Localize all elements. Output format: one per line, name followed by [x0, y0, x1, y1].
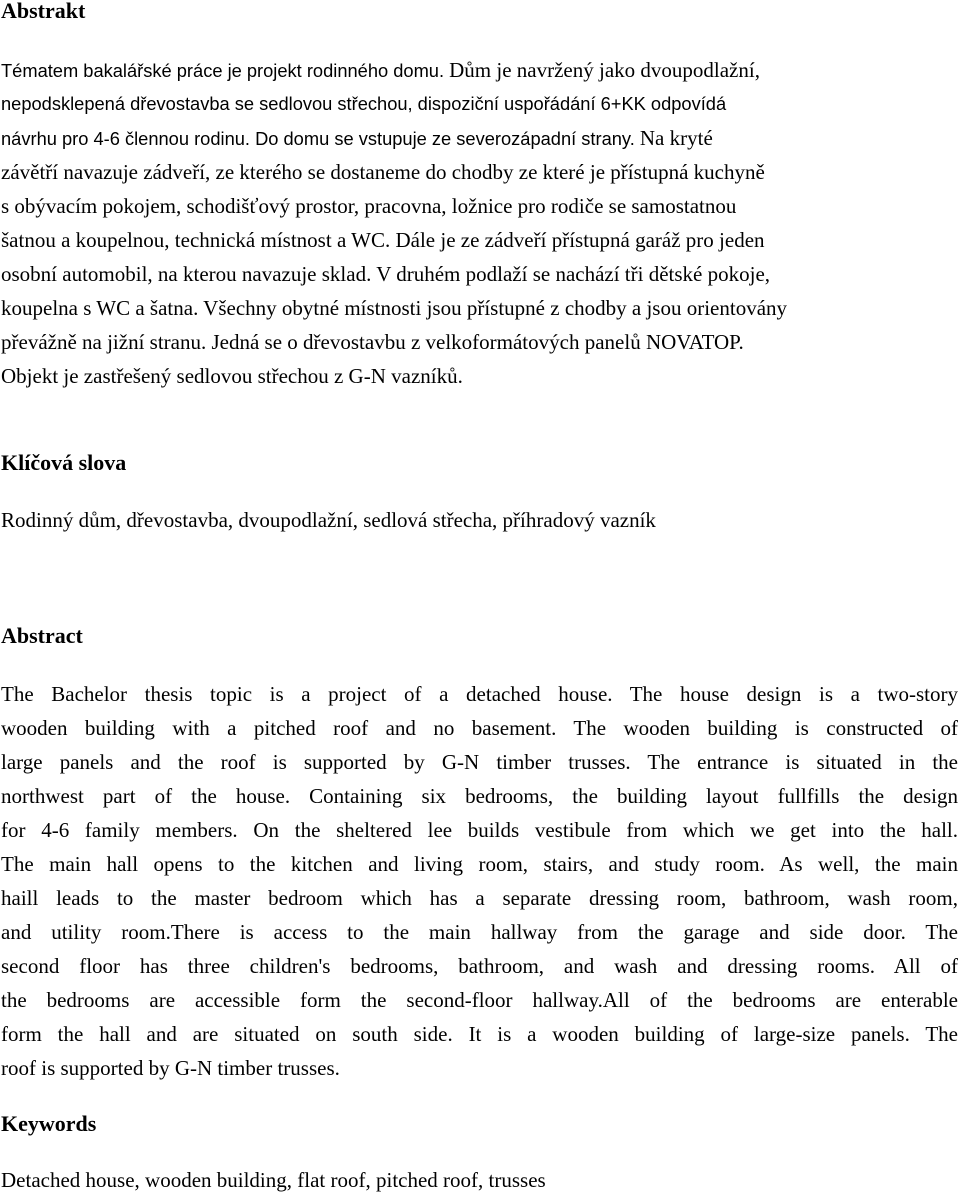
abstrakt-line-5: s obývacím pokojem, schodišťový prostor, pracovna, ložnice pro rodiče se samostatnou [1, 194, 737, 218]
abstract-line-11: form the hall and are situated on south side. It is a wooden building of large-size panels. The [1, 1022, 958, 1046]
abstrakt-line-10: Objekt je zastřešený sedlovou střechou z G-N vazníků. [1, 364, 463, 388]
klicova-slova-heading: Klíčová slova [1, 450, 127, 475]
abstract-line-6: The main hall opens to the kitchen and living room, stairs, and study room. As well, the main [1, 852, 958, 876]
abstrakt-line-6: šatnou a koupelnou, technická místnost a WC. Dále je ze zádveří přístupná garáž pro jeden [1, 228, 765, 252]
abstract-line-5: for 4-6 family members. On the sheltered lee builds vestibule from which we get into the hall. [1, 818, 958, 842]
abstract-paragraph [1, 677, 958, 1085]
abstrakt-line-4: závětří navazuje zádveří, ze kterého se dostaneme do chodby ze které je přístupná kuchyně [1, 160, 765, 184]
abstract-line-12: roof is supported by G-N timber trusses. [1, 1056, 340, 1080]
keywords-text: Detached house, wooden building, flat roof, pitched roof, trusses [1, 1168, 546, 1192]
abstrakt-line-2: nepodsklepená dřevostavba se sedlovou střechou, dispoziční uspořádání 6+KK odpovídá [1, 93, 727, 114]
abstrakt-paragraph [1, 53, 787, 393]
abstract-line-9: second floor has three children's bedrooms, bathroom, and wash and dressing rooms. All of [1, 954, 958, 978]
abstract-line-2: wooden building with a pitched roof and no basement. The wooden building is constructed of [1, 716, 958, 740]
abstract-line-10: the bedrooms are accessible form the second-floor hallway.All of the bedrooms are enterable [1, 988, 958, 1012]
abstract-line-4: northwest part of the house. Containing six bedrooms, the building layout fullfills the design [1, 784, 958, 808]
abstrakt-line-8: koupelna s WC a šatna. Všechny obytné místnosti jsou přístupné z chodby a jsou orientovány [1, 296, 788, 320]
abstract-line-1: The Bachelor thesis topic is a project of a detached house. The house design is a two-story [1, 682, 958, 706]
abstract-line-7: haill leads to the master bedroom which has a separate dressing room, bathroom, wash room, [1, 886, 958, 910]
abstrakt-line-9: převážně na jižní stranu. Jedná se o dřevostavbu z velkoformátových panelů NOVATOP. [1, 330, 744, 354]
abstrakt-line-1: Tématem bakalářské práce je projekt rodinného domu. Dům je navržený jako dvoupodlažní, [1, 58, 760, 82]
abstrakt-heading: Abstrakt [1, 0, 86, 23]
abstract-heading: Abstract [1, 623, 83, 648]
klicova-slova-text: Rodinný dům, dřevostavba, dvoupodlažní, sedlová střecha, příhradový vazník [1, 508, 656, 532]
abstrakt-line-7: osobní automobil, na kterou navazuje sklad. V druhém podlaží se nachází tři dětské pokoje, [1, 262, 771, 286]
abstract-line-3: large panels and the roof is supported by G-N timber trusses. The entrance is situated in the [1, 750, 958, 774]
keywords-heading: Keywords [1, 1111, 97, 1136]
abstrakt-line-3: návrhu pro 4-6 člennou rodinu. Do domu se vstupuje ze severozápadní strany. Na kryté [1, 126, 713, 150]
abstract-line-8: and utility room.There is access to the main hallway from the garage and side door. The [1, 920, 958, 944]
